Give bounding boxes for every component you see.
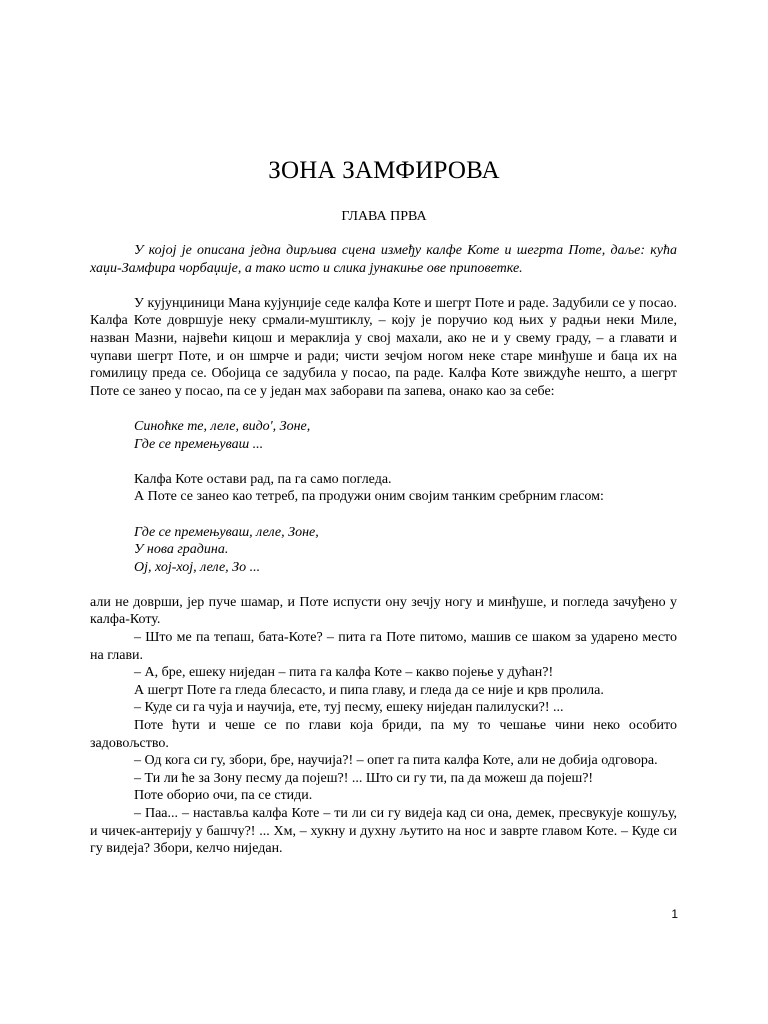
- document-body: [90, 242, 677, 858]
- dialogue-line: Поте ћути и чеше се по глави која бриди, па му то чешање чини неко особито задовољство.: [90, 718, 677, 751]
- dialogue-line: – Што ме па тепаш, бата-Коте? – пита га Поте питомо, машив се шаком за ударено место на глави.: [90, 630, 677, 663]
- dialogue-line: – Куде си га чуја и научија, ете, туј песму, ешеку ниједан палилуски?! ...: [134, 700, 564, 716]
- spacer: [90, 277, 677, 295]
- chapter-heading: ГЛАВА ПРВА: [341, 209, 427, 224]
- spacer: [90, 576, 677, 594]
- verse-line: Ој, хој-хој, леле, Зо ...: [134, 559, 261, 575]
- spacer: [90, 400, 677, 418]
- page-title: ЗОНА ЗАМФИРОВА: [268, 157, 500, 184]
- verse-line: Где се премењуваш ...: [134, 436, 264, 452]
- dialogue-line: – Ти ли ће за Зону песму да појеш?! ... Што си гу ти, па да можеш да појеш?!: [134, 770, 594, 786]
- dialogue-line: А шегрт Поте га гледа блесасто, и пипа главу, и гледа да се није и крв пролила.: [134, 682, 604, 698]
- verse-line: Синоћке те, леле, видо', Зоне,: [134, 418, 311, 434]
- spacer: [90, 506, 677, 524]
- dialogue-line: – Паа... – наставља калфа Коте – ти ли си гу видеја кад си она, демек, пресвукује кошуљу, и чичек-антерију у башчу?! ... Хм, – хукну и духну љутито на нос и заврте главом Коте. – Куде си гу видеја? Збори, келчо ниједан.: [90, 806, 677, 857]
- paragraph: али не доврши, јер пуче шамар, и Поте испусти ону зечју ногу и минђуше, и погледа зачуђено у калфа-Коту.: [90, 594, 677, 628]
- verse-line: У нова градина.: [134, 542, 229, 558]
- narrative-line: А Поте се занео као тетреб, па продужи оним својим танким сребрним гласом:: [134, 489, 604, 505]
- dialogue-line: – А, бре, ешеку ниједан – пита га калфа Коте – какво појење у дућан?!: [134, 665, 554, 681]
- verse-line: Где се премењуваш, леле, Зоне,: [134, 524, 319, 540]
- dialogue-line: – Од кога си гу, збори, бре, научија?! – опет га пита калфа Коте, али не добија одговора.: [134, 753, 658, 769]
- spacer: [90, 453, 677, 471]
- dialogue-line: Поте оборио очи, па се стиди.: [134, 788, 313, 804]
- paragraph: У кујунџиници Мана кујунџије седе калфа Коте и шегрт Поте и раде. Задубили се у посао. Калфа Коте довршује неку срмали-муштиклу, – коју је поручио код њих у радњи неки Миле, назван Мазни, највећи кицош и мераклија у свој махали, ако не и у свему граду, – а главати и чупави шегрт Поте, и он шмрче и ради; чисти зечјом ногом неке старе минђуше и баца их на гомилицу преда се. Обојица се задубила у посао, па раде. Калфа Коте звиждуће нешто, а шегрт Поте се занео у посао, па се у један мах заборави па запева, онако као за себе:: [90, 295, 677, 399]
- page-number: 1: [671, 907, 678, 921]
- narrative-line: Калфа Коте остави рад, па га само погледа.: [134, 471, 392, 487]
- chapter-summary: У којој је описана једна дирљива сцена између калфе Коте и шегрта Поте, даље: кућа хаџи-Замфира чорбаџије, а тако исто и слика јунакиње ове приповетке.: [90, 243, 677, 276]
